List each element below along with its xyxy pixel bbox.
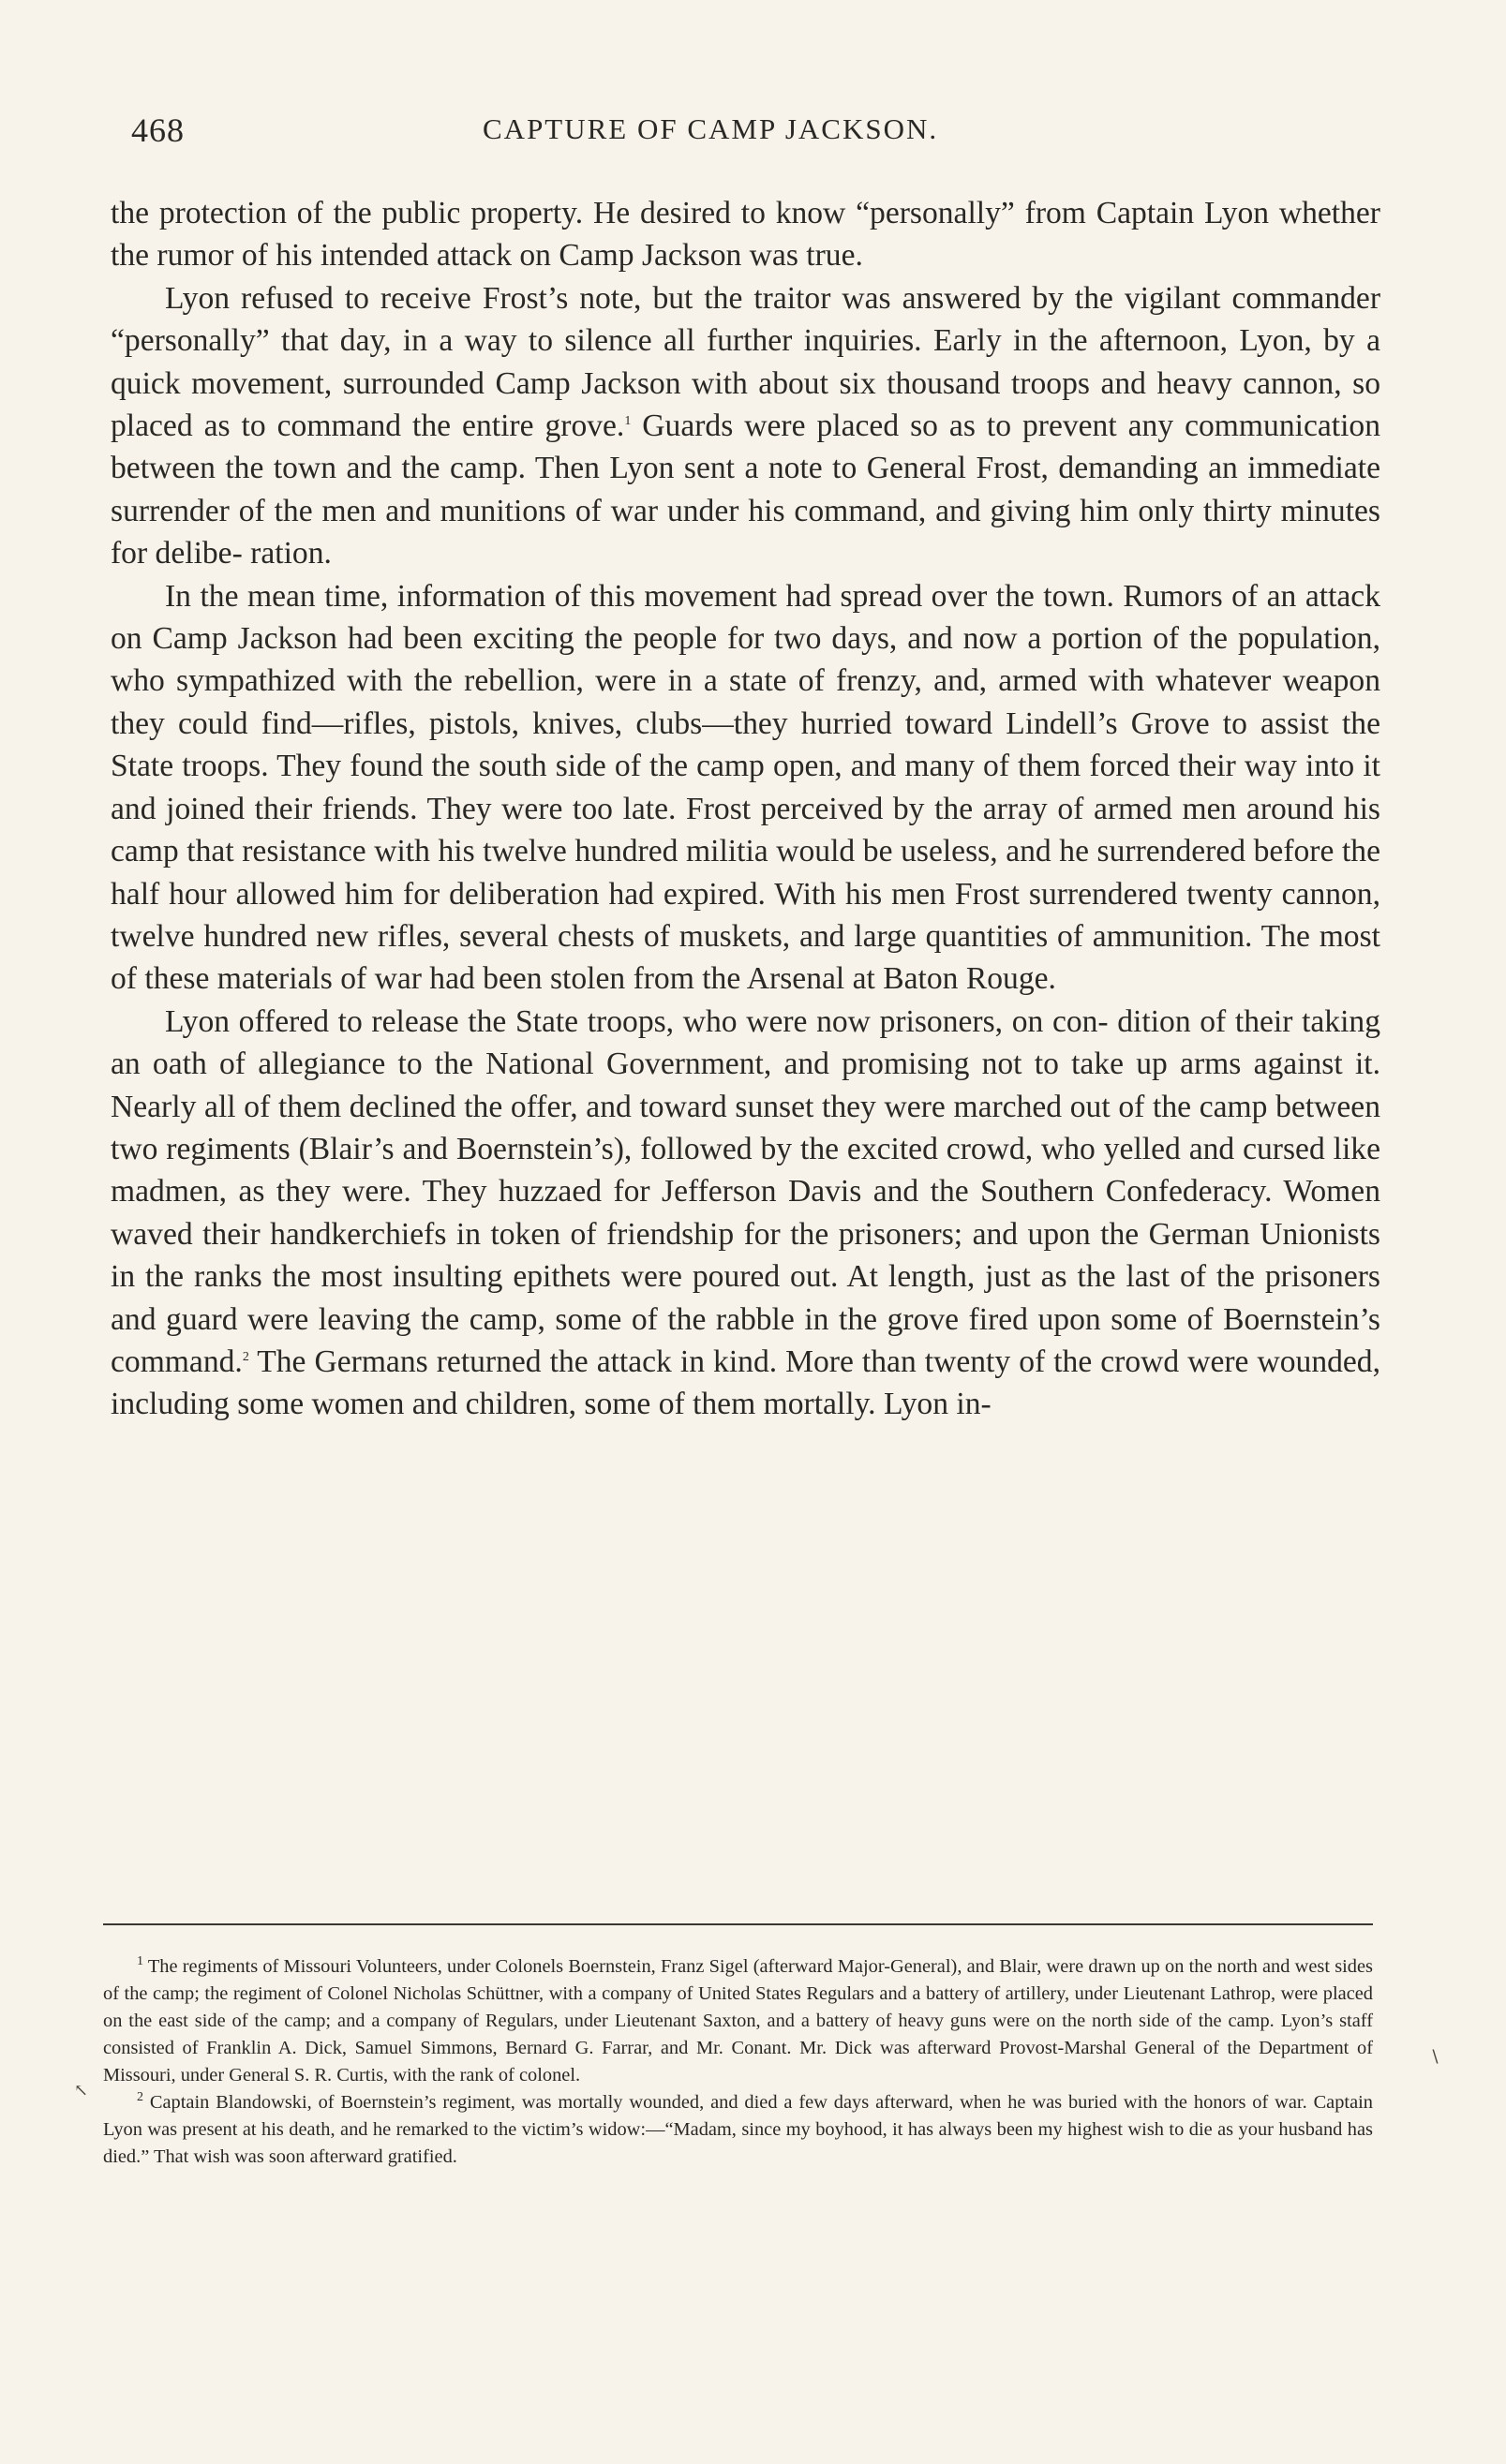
margin-mark: ↖ [74, 2081, 89, 2100]
body-text [111, 192, 1380, 1426]
footnote-ref-2: 2 [242, 1349, 249, 1364]
footnote-marker: 1 [137, 1954, 143, 1969]
margin-mark: ∖ [1429, 2047, 1440, 2066]
paragraph: In the mean time, information of this movement had spread over the town. Rumors of an attack on Camp Jackson had been exciting the people for two days, and now a portion of the population, who sympathized with the rebellion, were in a state of frenzy, and, armed with whatever weapon they could find—rifles, pistols, knives, clubs—they hurried toward Lindell’s Grove to assist the State troops. They found the south side of the camp open, and many of them forced their way into it and joined their friends. They were too late. Frost perceived by the array of armed men around his camp that resistance with his twelve hundred militia would be useless, and he surrendered before the half hour allowed him for deliberation had expired. With his men Frost surrendered twenty cannon, twelve hundred new rifles, several chests of muskets, and large quantities of ammunition. The most of these materials of war had been stolen from the Arsenal at Baton Rouge. [111, 578, 1380, 997]
footnote: $^1$ The regiments of Missouri Volunteers, under Colonels Boernstein, Franz Sigel (afterward Major-General), and Blair, were drawn up on the north and west sides of the camp; the regiment of Colonel Nicholas Schüttner, with a company of United States Regulars and a battery of artillery, under Lieutenant Lathrop, were placed on the east side of the camp; and a company of Regulars, under Lieutenant Saxton, and a battery of heavy guns were on the north side of the camp. Lyon’s staff consisted of Franklin A. Dick, Samuel Simmons, Bernard G. Farrar, and Mr. Conant. Mr. Dick was afterward Provost-Marshal General of the Department of Missouri, under General S. R. Curtis, with the rank of colonel. [103, 1954, 1373, 2085]
paragraph: the protection of the public property. He desired to know “personally” from Captain Lyon whether the rumor of his intended attack on Camp Jackson was true. [111, 196, 1380, 274]
footnote-marker: 2 [137, 2090, 143, 2105]
paragraph: Lyon refused to receive Frost’s note, but the traitor was answered by the vigilant commander “personally” that day, in a way to silence all further inquiries. Early in the afternoon, Lyon, by a quick movement, surrounded Camp Jackson with about six thousand troops and heavy cannon, so placed as to command the entire grove.$^1$ Guards were placed so as to prevent any communication between the town and the camp. Then Lyon sent a note to General Frost, demanding an immediate surrender of the men and munitions of war under his command, and giving him only thirty minutes for delibe- ration. [111, 280, 1380, 571]
footnote: $^2$ Captain Blandowski, of Boernstein’s regiment, was mortally wounded, and died a few days afterward, when he was buried with the honors of war. Captain Lyon was present at his death, and he remarked to the victim’s widow:—“Madam, since my boyhood, it has always been my highest wish to die as your husband has died.” That wish was soon afterward gratified. [103, 2090, 1373, 2167]
footnotes [103, 1953, 1373, 2171]
page-header [131, 111, 1378, 157]
footnote-divider [103, 1923, 1373, 1925]
running-head: CAPTURE OF CAMP JACKSON. [483, 112, 939, 145]
footnote-ref-1: 1 [624, 413, 632, 428]
page-number: 468 [131, 111, 185, 149]
paragraph: Lyon offered to release the State troops, who were now prisoners, on con- dition of their taking an oath of allegiance to the National Government, and promising not to take up arms against it. Nearly all of them declined the offer, and toward sunset they were marched out of the camp between two regiments (Blair’s and Boernstein’s), followed by the excited crowd, who yelled and cursed like madmen, as they were. They huzzaed for Jefferson Davis and the Southern Confederacy. Women waved their handkerchiefs in token of friendship for the prisoners; and upon the German Unionists in the ranks the most insulting epithets were poured out. At length, just as the last of the prisoners and guard were leaving the camp, some of the rabble in the grove fired upon some of Boernstein’s command.$^2$ The Germans returned the attack in kind. More than twenty of the crowd were wounded, including some women and children, some of them mortally. Lyon in- [111, 1003, 1380, 1422]
